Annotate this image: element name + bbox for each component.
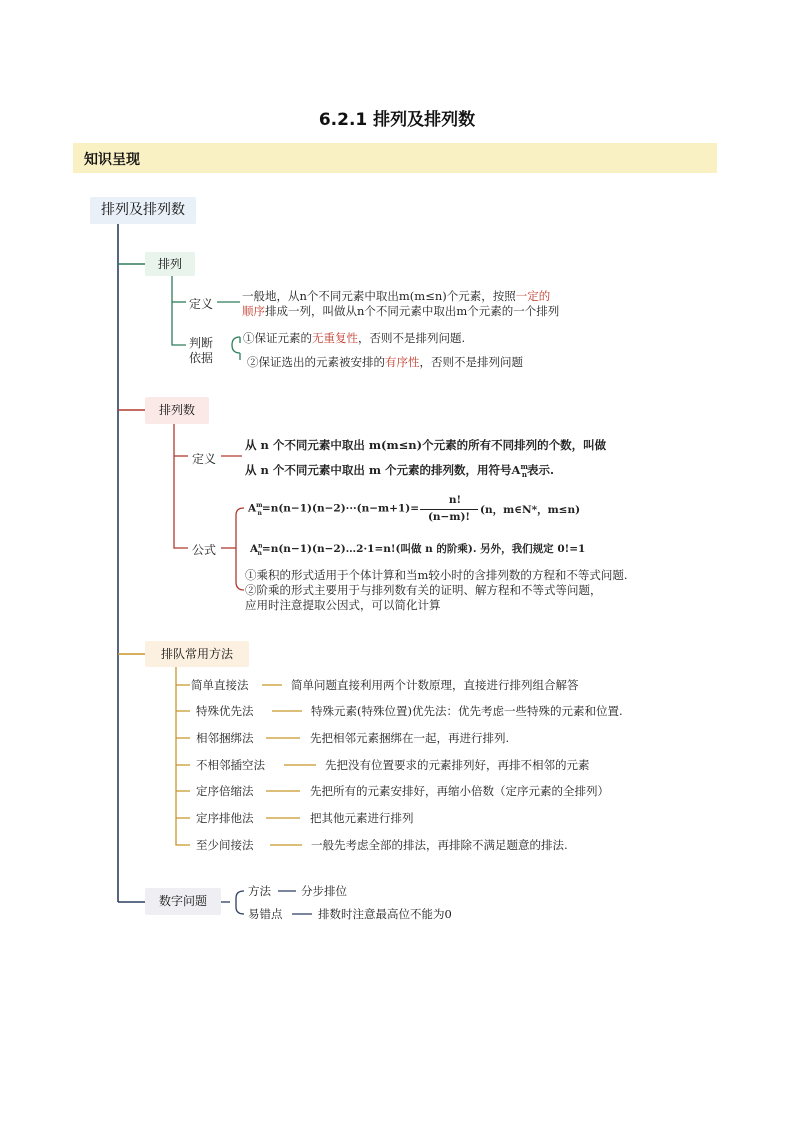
- formula-label: 公式: [192, 543, 217, 557]
- method-name: 定序倍缩法: [196, 784, 254, 798]
- method-desc: 简单问题直接利用两个计数原理，直接进行排列组合解答: [291, 678, 579, 692]
- method-name: 至少间接法: [196, 838, 254, 852]
- node-arrangement: 排列: [145, 252, 195, 276]
- arrangement-def-label: 定义: [189, 297, 214, 311]
- count-note-1: ①乘积的形式适用于个体计算和当m较小时的含排列数的方程和不等式问题.: [245, 568, 628, 582]
- method-desc: 一般先考虑全部的排法，再排除不满足题意的排法.: [311, 838, 568, 852]
- root-node: 排列及排列数: [90, 197, 196, 224]
- digits-method-label: 方法: [248, 884, 271, 898]
- section-band: [73, 143, 717, 173]
- formula-2: $A^n_n=n(n-1)(n-2)\dots 2\cdot 1=n$!(叫做 n 的阶乘). 另外，我们规定 0!=1: [250, 542, 586, 558]
- digits-pitfall-desc: 排数时注意最高位不能为0: [318, 907, 452, 921]
- method-desc: 特殊元素(特殊位置)优先法：优先考虑一些特殊的元素和位置.: [311, 704, 623, 718]
- method-name: 定序排他法: [196, 811, 254, 825]
- method-desc: 先把没有位置要求的元素排列好，再排不相邻的元素: [325, 758, 590, 772]
- node-queue: 排队常用方法: [145, 641, 249, 667]
- digits-pitfall-label: 易错点: [248, 907, 283, 921]
- arrangement-def-line1: 一般地，从n个不同元素中取出m(m≤n)个元素，按照一定的: [242, 289, 551, 303]
- digits-method-desc: 分步排位: [301, 884, 347, 898]
- method-name: 简单直接法: [191, 678, 249, 692]
- method-desc: 把其他元素进行排列: [310, 811, 414, 825]
- count-note-3: 应用时注意提取公因式，可以简化计算: [245, 598, 441, 612]
- node-digits: 数字问题: [145, 888, 221, 915]
- arrangement-def-line2: 顺序排成一列，叫做从n个不同元素中取出m个元素的一个排列: [242, 304, 560, 318]
- method-name: 相邻捆绑法: [196, 731, 254, 745]
- method-name: 不相邻插空法: [196, 758, 265, 772]
- node-count: 排列数: [145, 397, 209, 424]
- judge-2: ②保证选出的元素被安排的有序性，否则不是排列问题: [247, 355, 523, 369]
- method-desc: 先把相邻元素捆绑在一起，再进行排列.: [310, 731, 510, 745]
- formula-1-numerator: n!: [448, 494, 462, 506]
- method-name: 特殊优先法: [196, 704, 254, 718]
- count-note-2: ②阶乘的形式主要用于与排列数有关的证明、解方程和不等式等问题，: [245, 583, 602, 597]
- formula-1-condition: (n，m∈N*，m≤n): [480, 504, 581, 516]
- count-def-line2: 从 n 个不同元素中取出 m 个元素的排列数，用符号$A^m_n$表示.: [245, 462, 554, 480]
- formula-1: $A^m_n=n(n-1)(n-2)\cdot\cdot\cdot(n-m+1)=$: [248, 502, 420, 517]
- judge-label-2: 依据: [189, 351, 214, 365]
- section-label: 知识呈现: [84, 152, 140, 168]
- judge-label-1: 判断: [189, 336, 214, 350]
- fraction-bar: [420, 509, 478, 510]
- count-def-label: 定义: [192, 452, 217, 466]
- judge-1: ①保证元素的无重复性，否则不是排列问题.: [243, 331, 466, 345]
- method-desc: 先把所有的元素安排好，再缩小倍数（定序元素的全排列）: [310, 784, 609, 798]
- formula-1-denominator: (n−m)!: [427, 511, 471, 523]
- count-def-line1: 从 n 个不同元素中取出 m(m≤n)个元素的所有不同排列的个数，叫做: [245, 438, 607, 452]
- page-title: 6.2.1 排列及排列数: [318, 110, 476, 130]
